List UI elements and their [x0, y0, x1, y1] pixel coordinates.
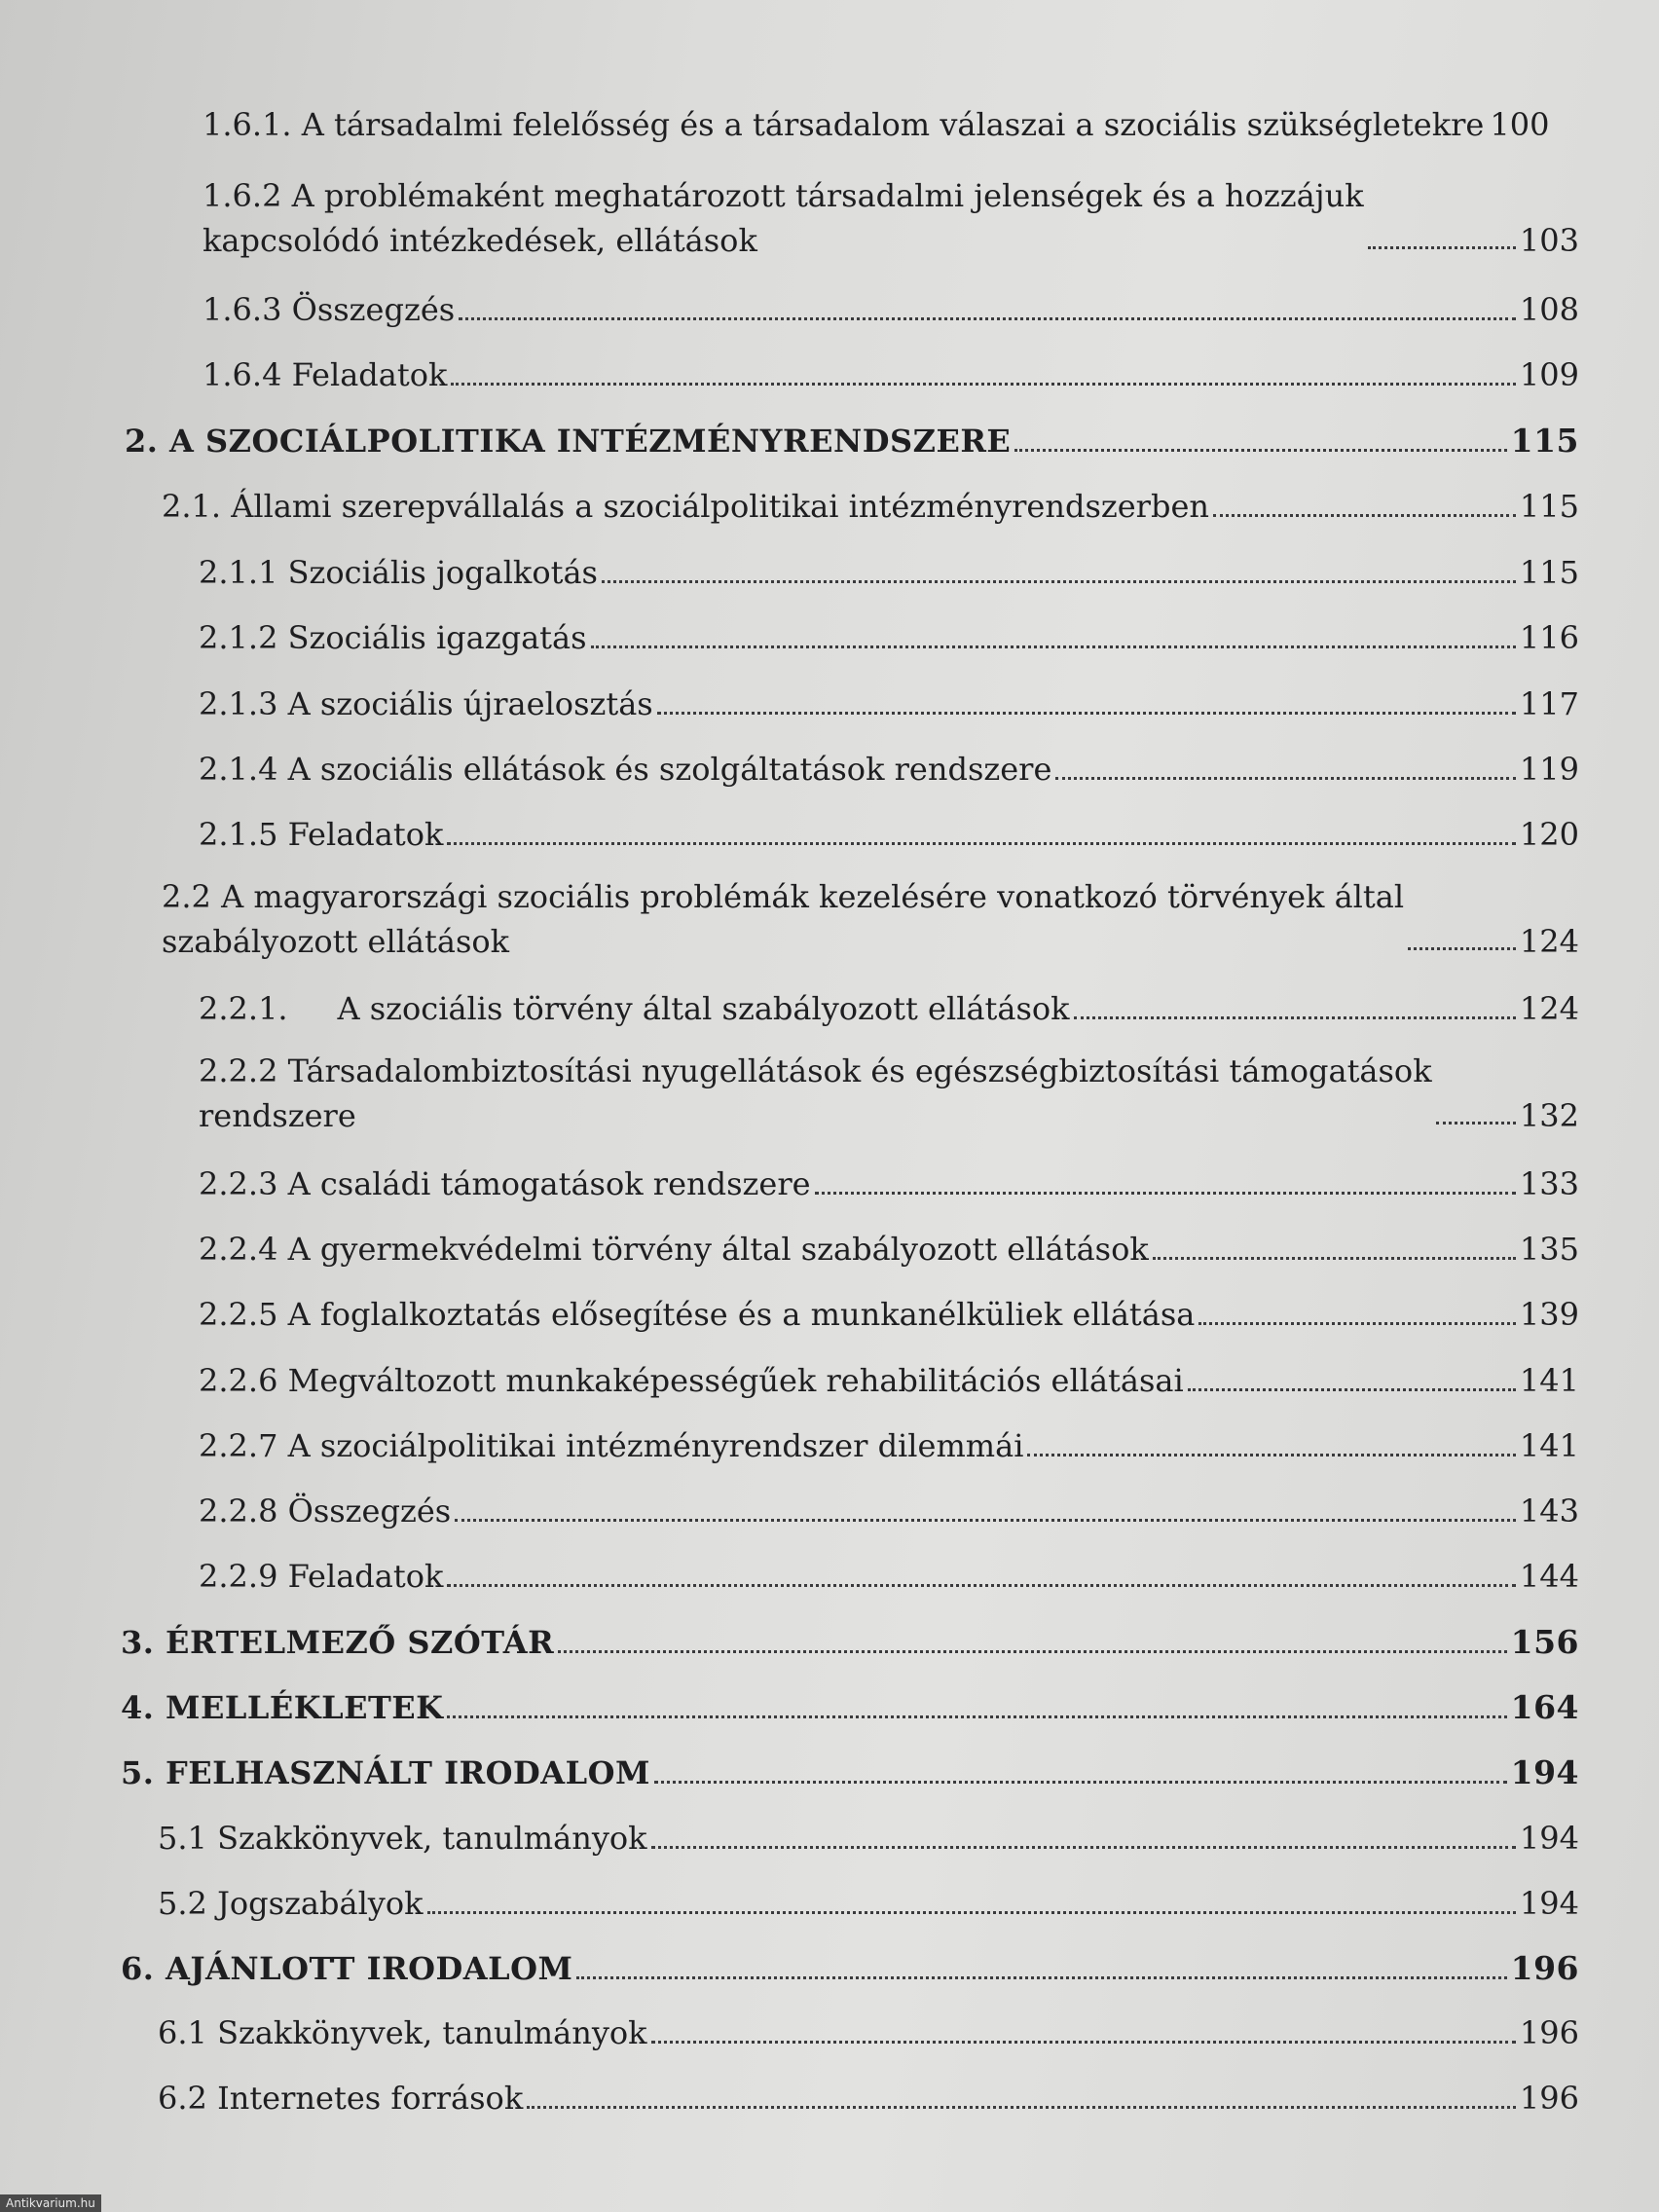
toc-entry-title: 2.2.1. A szociális törvény által szabályozott ellátások: [199, 990, 1070, 1027]
toc-entry-page: 141: [1519, 1427, 1579, 1464]
toc-entry-title: 2.2.2 Társadalombiztosítási nyugellátások és egészségbiztosítási támogatások: [199, 1052, 1432, 1089]
dot-leader: [591, 645, 1516, 648]
toc-chapter-title: 5. FELHASZNÁLT IRODALOM: [121, 1754, 650, 1791]
dot-leader: [1368, 246, 1516, 249]
toc-entry-2-1-2: [199, 613, 1579, 662]
toc-entry-title: 1.6.4 Feladatok: [203, 356, 448, 393]
dot-leader: [1074, 1016, 1516, 1019]
dot-leader: [1027, 1454, 1515, 1456]
dot-leader: [657, 712, 1516, 715]
dot-leader: [459, 317, 1516, 320]
toc-entry-page: 196: [1510, 1949, 1579, 1987]
toc-entry-1-6-2: [203, 173, 1579, 263]
toc-entry-2-1-1: [199, 548, 1579, 597]
dot-leader: [1198, 1322, 1516, 1325]
toc-entry-title: 2.1.5 Feladatok: [199, 816, 444, 853]
toc-chapter-title: 4. MELLÉKLETEK: [121, 1689, 444, 1726]
toc-entry-2-2-3: [199, 1160, 1579, 1208]
toc-entry-title-continued: rendszere: [199, 1097, 356, 1134]
toc-chapter-5: [121, 1749, 1579, 1797]
toc-entry-2-1-3: [199, 680, 1579, 728]
dot-leader: [651, 2041, 1516, 2044]
toc-entry-title: 2.2.4 A gyermekvédelmi törvény által szabályozott ellátások: [199, 1231, 1149, 1268]
dot-leader: [447, 1715, 1506, 1718]
toc-entry-title: 2.2.9 Feladatok: [199, 1558, 444, 1595]
toc-entry-page: 119: [1519, 751, 1579, 788]
dot-leader: [455, 1519, 1516, 1522]
toc-entry-page: 133: [1519, 1165, 1579, 1202]
toc-entry-2-2-2: [199, 1049, 1579, 1138]
toc-entry-title: 5.1 Szakkönyvek, tanulmányok: [158, 1820, 647, 1857]
toc-entry-page: 109: [1519, 356, 1579, 393]
toc-entry-page: 103: [1519, 222, 1579, 259]
toc-entry-page: 196: [1519, 2014, 1579, 2051]
toc-chapter-4: [121, 1683, 1579, 1732]
toc-entry-page: 108: [1519, 291, 1579, 328]
toc-chapter-title: 6. AJÁNLOTT IRODALOM: [121, 1950, 573, 1987]
toc-entry-page: 115: [1519, 554, 1579, 591]
toc-entry-page: 194: [1519, 1820, 1579, 1857]
toc-entry-6-2: [158, 2074, 1579, 2122]
toc-entry-page: 124: [1519, 990, 1579, 1027]
site-watermark: Antikvarium.hu: [0, 2194, 101, 2212]
toc-entry-title: 1.6.3 Összegzés: [203, 291, 456, 328]
toc-entry-title-continued: kapcsolódó intézkedések, ellátások: [203, 222, 757, 259]
toc-entry-title: 2.1.3 A szociális újraelosztás: [199, 685, 653, 722]
dot-leader: [1213, 514, 1516, 517]
toc-entry-title: 5.2 Jogszabályok: [158, 1885, 424, 1922]
toc-entry-1-6-1: [203, 100, 1579, 149]
toc-entry-page: 196: [1519, 2080, 1579, 2117]
toc-entry-title: 2.2.3 A családi támogatások rendszere: [199, 1165, 811, 1202]
dot-leader: [447, 842, 1516, 845]
dot-leader: [527, 2106, 1516, 2109]
toc-entry-page: 117: [1519, 685, 1579, 722]
toc-entry-title: 2.1.2 Szociális igazgatás: [199, 619, 587, 656]
toc-chapter-title: 3. ÉRTELMEZŐ SZÓTÁR: [121, 1624, 555, 1661]
toc-entry-6-1: [158, 2009, 1579, 2057]
toc-entry-2-1-4: [199, 745, 1579, 793]
toc-entry-page: 124: [1519, 923, 1579, 960]
toc-entry-1-6-3: [203, 285, 1579, 334]
toc-entry-1-6-4: [203, 350, 1579, 399]
toc-entry-title: 6.1 Szakkönyvek, tanulmányok: [158, 2014, 647, 2051]
toc-entry-title: 1.6.1. A társadalmi felelősség és a társadalom válaszai a szociális szükségletekre: [203, 106, 1485, 143]
dot-leader: [1055, 777, 1516, 780]
toc-entry-page: 144: [1519, 1558, 1579, 1595]
dot-leader: [1436, 1122, 1516, 1124]
toc-entry-title: 2.2.5 A foglalkoztatás elősegítése és a munkanélküliek ellátása: [199, 1296, 1196, 1333]
toc-entry-2-2-7: [199, 1421, 1579, 1470]
dot-leader: [1153, 1257, 1516, 1260]
toc-entry-title: 2.1.4 A szociális ellátások és szolgáltatások rendszere: [199, 751, 1052, 788]
dot-leader: [1188, 1388, 1516, 1391]
toc-entry-2-1: [162, 482, 1579, 531]
dot-leader: [558, 1650, 1506, 1653]
toc-entry-page: 156: [1510, 1623, 1579, 1661]
toc-entry-page: 116: [1519, 619, 1579, 656]
toc-entry-title: 6.2 Internetes források: [158, 2080, 524, 2117]
toc-entry-2-1-5: [199, 810, 1579, 859]
toc-chapter-2: [125, 417, 1579, 465]
dot-leader: [576, 1976, 1506, 1979]
toc-entry-title: 2.2.8 Összegzés: [199, 1493, 452, 1530]
toc-entry-2-2-4: [199, 1225, 1579, 1273]
dot-leader: [602, 580, 1516, 583]
toc-entry-2-2-1: [199, 984, 1579, 1033]
dot-leader: [651, 1846, 1516, 1849]
toc-entry-5-1: [158, 1814, 1579, 1862]
toc-entry-title: 2.2 A magyarországi szociális problémák kezelésére vonatkozó törvények által: [162, 878, 1405, 915]
toc-entry-2-2-9: [199, 1552, 1579, 1601]
toc-entry-2-2-5: [199, 1290, 1579, 1339]
toc-entry-page: 194: [1519, 1885, 1579, 1922]
toc-entry-page: 164: [1510, 1688, 1579, 1726]
toc-chapter-3: [121, 1618, 1579, 1667]
toc-entry-page: 132: [1519, 1097, 1579, 1134]
toc-entry-2-2-6: [199, 1356, 1579, 1405]
toc-entry-page: 115: [1519, 488, 1579, 525]
toc-chapter-title: 2. A SZOCIÁLPOLITIKA INTÉZMÉNYRENDSZERE: [125, 423, 1012, 460]
toc-entry-page: 194: [1510, 1753, 1579, 1791]
toc-entry-page: 115: [1510, 422, 1579, 460]
toc-chapter-6: [121, 1944, 1579, 1993]
toc-entry-page: 141: [1519, 1362, 1579, 1399]
toc-entry-title: 2.1. Állami szerepvállalás a szociálpolitikai intézményrendszerben: [162, 488, 1209, 525]
toc-entry-page: 143: [1519, 1493, 1579, 1530]
dot-leader: [815, 1192, 1516, 1195]
dot-leader: [654, 1781, 1507, 1784]
toc-entry-title: 2.1.1 Szociális jogalkotás: [199, 554, 598, 591]
toc-entry-2-2-8: [199, 1487, 1579, 1535]
toc-entry-title: 2.2.6 Megváltozott munkaképességűek rehabilitációs ellátásai: [199, 1362, 1184, 1399]
toc-entry-title-continued: szabályozott ellátások: [162, 923, 510, 960]
toc-entry-title: 1.6.2 A problémaként meghatározott társadalmi jelenségek és a hozzájuk: [203, 177, 1364, 214]
dot-leader: [447, 1584, 1516, 1587]
dot-leader: [427, 1911, 1516, 1914]
dot-leader: [451, 383, 1516, 386]
toc-entry-page: 139: [1519, 1296, 1579, 1333]
toc-entry-title: 2.2.7 A szociálpolitikai intézményrendszer dilemmái: [199, 1427, 1024, 1464]
toc-entry-page: 120: [1519, 816, 1579, 853]
toc-entry-5-2: [158, 1879, 1579, 1928]
toc-entry-2-2: [162, 874, 1579, 964]
toc-entry-page: 100: [1490, 106, 1550, 143]
dot-leader: [1408, 947, 1516, 950]
dot-leader: [1014, 449, 1506, 452]
toc-entry-page: 135: [1519, 1231, 1579, 1268]
